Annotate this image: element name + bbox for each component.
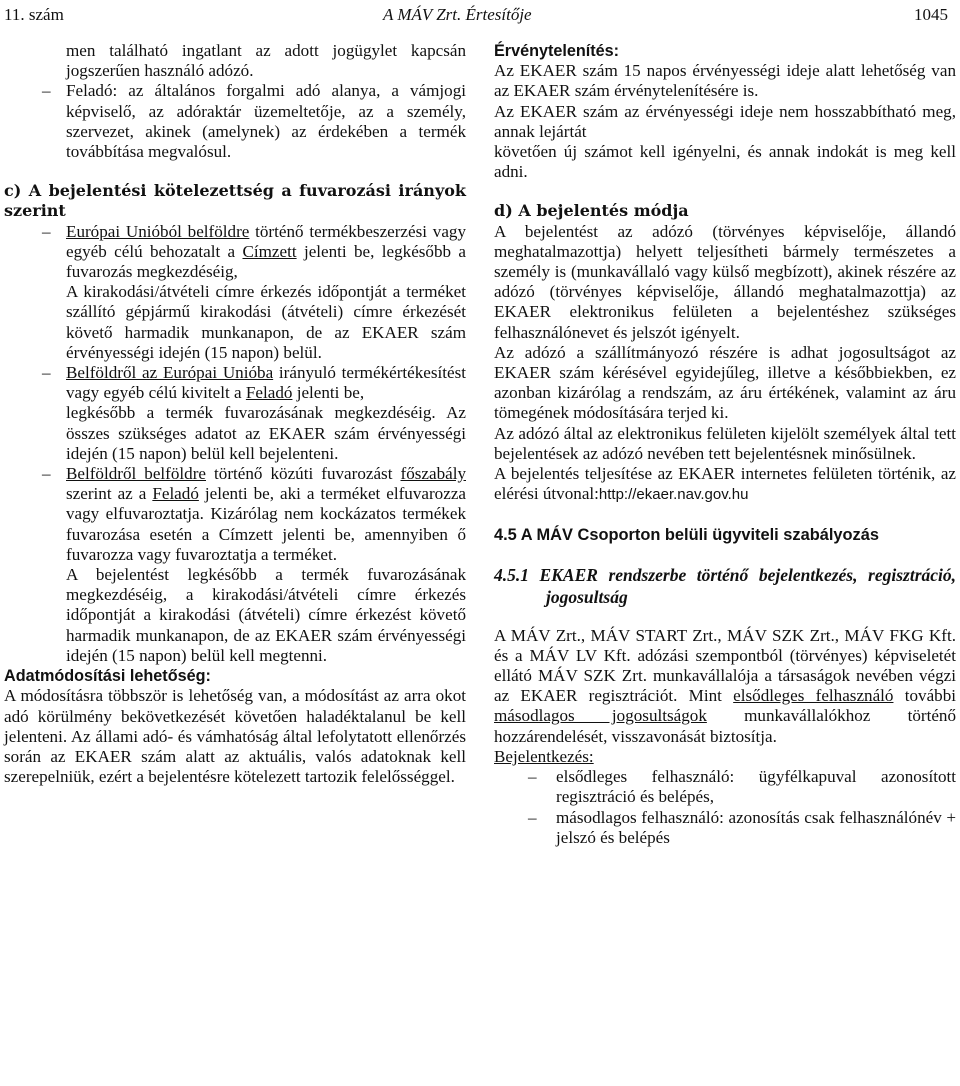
header-page-number: 1045: [914, 5, 948, 24]
login-item-primary: – elsődleges felhasználó: ügyfélkapuval azonosított regisztráció és belépés,: [494, 767, 956, 807]
underlined-term: Belföldről az Európai Unióba: [66, 363, 274, 383]
modification-heading: Adatmódosítási lehetőség:: [4, 667, 211, 686]
right-column: [494, 41, 956, 848]
underlined-term: másodlagos jogosultságok: [494, 706, 707, 726]
paragraph: Az adózó által az elektronikus felületen kijelölt személyek által tett bejelentések az adózó nevében tett bejelentésnek minősülnek.: [494, 423, 956, 463]
underlined-term: Címzett: [242, 241, 297, 261]
text: történő közúti fuvarozást: [206, 464, 401, 484]
text: irányuló termékértékesítést vagy egyéb célú kivitelt a: [66, 363, 466, 403]
text: A bejelentés teljesítése az EKAER internetes felületen történik, az elérési útvonal:: [494, 464, 956, 504]
dash-item-eu-to-domestic: [4, 222, 466, 283]
text: jelenti be, aki a terméket elfuvarozza vagy elfuvaroztatja. Kizárólag nem kockázatos termékek fuvarozása esetén a Címzett jelenti be, amennyiben ő fuvarozza vagy fuvaroztatja a terméket.: [66, 484, 466, 564]
section-4-5-heading: 4.5 A MÁV Csoporton belüli ügyviteli szabályozás: [494, 526, 879, 545]
paragraph: men található ingatlant az adott jogügylet kapcsán jogszerűen használó adózó.: [66, 41, 466, 81]
paragraph: követően új számot kell igényelni, és annak indokát is meg kell adni.: [494, 142, 956, 182]
text: szerint az a: [66, 484, 153, 504]
ekaer-url: http://ekaer.nav.gov.hu: [598, 486, 749, 504]
text: történő termékbeszerzési vagy egyéb célú behozatalt a: [66, 221, 466, 261]
section-c-heading: c) A bejelentési kötelezettség a fuvarozási irányok szerint: [4, 181, 466, 221]
dash-item-domestic-to-domestic: [4, 464, 466, 565]
paragraph: A kirakodási/átvételi címre érkezés időpontját a terméket szállító gépjármű kirakodási (átvételi) címre érkezését követő harmadik munkanapon, de az EKAER szám érvényességi idején (15 napon) belül.: [66, 282, 466, 362]
paragraph: [494, 464, 956, 505]
dash-item-felado: – Feladó: az általános forgalmi adó alanya, a vámjogi képviselő, az adóraktár üzemeltetője, az a személy, szervezet, akinek (amelynek) az érdekében a termék továbbítása megvalósul.: [4, 81, 466, 162]
text: jelenti be,: [292, 383, 365, 403]
login-item-secondary: – másodlagos felhasználó: azonosítás csak felhasználónév + jelszó és belépés: [494, 808, 956, 848]
paragraph: Az adózó a szállítmányozó részére is adhat jogosultságot az EKAER szám kérésével egyidejűleg, illetve a későbbiekben, ez azonban kizárólag a rendszám, az áru értékének, valamint az áru tömegének módosítására terjed ki.: [494, 342, 956, 423]
underlined-term: elsődleges felhasználó: [733, 686, 894, 706]
header-section-number: 11. szám: [4, 5, 64, 24]
section-title: EKAER rendszerbe történő bejelentkezés, regisztráció, jogosultság: [539, 564, 957, 607]
dash-item-domestic-to-eu: [4, 363, 466, 403]
invalidation-heading: Érvénytelenítés:: [494, 42, 620, 60]
left-column: [4, 41, 466, 787]
underlined-term: főszabály: [400, 464, 466, 484]
header-journal-title: A MÁV Zrt. Értesítője: [383, 5, 532, 24]
paragraph: Az EKAER szám az érvényességi ideje nem hosszabbítható meg, annak lejártát: [494, 101, 956, 141]
text: A MÁV Zrt., MÁV START Zrt., MÁV SZK Zrt., MÁV FKG Kft. és a MÁV LV Kft. adózási szempontból (törvényes) képviseletét ellátó MÁV SZK Zrt. munkavállalója a társaságok nevében végzi az EKAER regisztrációt. Mint: [494, 625, 956, 706]
section-d-heading: d) A bejelentés módja: [494, 201, 689, 221]
section-4-5-1-heading: [494, 564, 956, 608]
paragraph: Az EKAER szám 15 napos érvényességi ideje alatt lehetőség van az EKAER szám érvénytelenítésére is.: [494, 61, 956, 101]
underlined-term: Feladó: [245, 383, 293, 403]
paragraph: A bejelentést az adózó (törvényes képviselője, állandó meghatalmazottja) helyett teljesítheti bármely természetes a személy is (munkavállaló vagy külső megbízott), akinek részére az adózó (törvényes képviselője, állandó meghatalmazottja) az EKAER elektronikus felületen a bejelentéshez szükséges felhasználónevet és jelszót igényelt.: [494, 221, 956, 342]
section-number: 4.5.1: [494, 564, 529, 585]
paragraph: legkésőbb a termék fuvarozásának megkezdéséig. Az összes szükséges adatot az EKAER szám érvényességi idején (15 napon) belül kell bejelenteni.: [66, 403, 466, 463]
text: további: [893, 686, 956, 706]
login-heading: Bejelentkezés:: [494, 746, 594, 766]
underlined-term: Feladó: [152, 484, 199, 504]
underlined-term: Európai Unióból belföldre: [66, 221, 250, 241]
text: munkavállalókhoz történő hozzárendelését, visszavonását biztosítja.: [494, 706, 956, 746]
text: jelenti be, legkésőbb a fuvarozás megkezdéséig,: [66, 241, 466, 282]
underlined-term: Belföldről belföldre: [66, 464, 206, 484]
modification-text: A módosításra többször is lehetőség van, a módosítást az arra okot adó körülmény bekövetkezését követően haladéktalanul be kell jelenteni. Az állami adó- és vámhatóság által lefolytatott ellenőrzés során az EKAER szám alatt az aktuális, valós adatoknak kell szerepelniük, ezért a bejelentésre kötelezett tartozik felelősséggel.: [4, 686, 466, 787]
paragraph: A bejelentést legkésőbb a termék fuvarozásának megkezdéséig, a kirakodási/átvételi címre érkezés időpontját a kirakodási (átvételi) címre érkezést követő harmadik munkanapon, de az EKAER szám érvényességi idején (15 napon) belül kell megtenni.: [66, 565, 466, 665]
registration-paragraph: [494, 626, 956, 747]
